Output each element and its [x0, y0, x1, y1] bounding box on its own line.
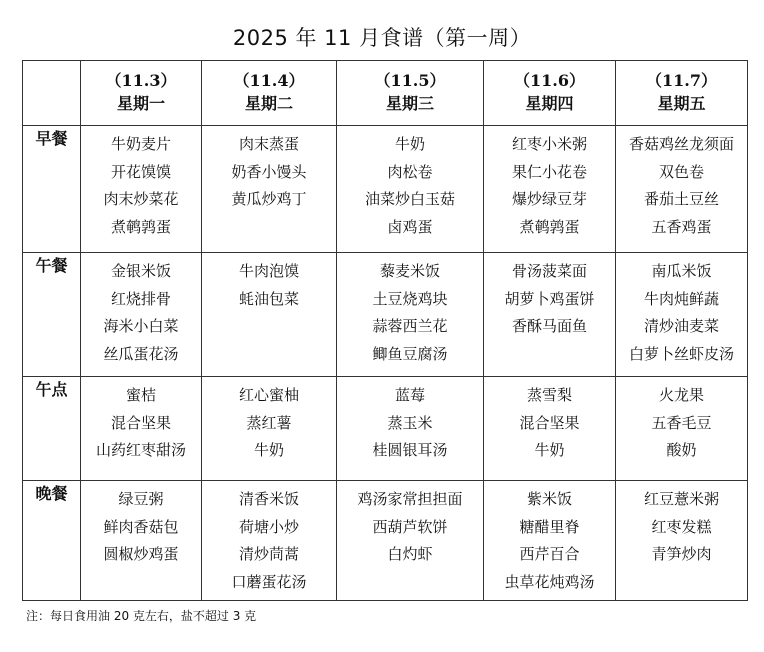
dish-item: 海米小白菜	[103, 317, 179, 335]
dish-item: 混合坚果	[519, 413, 580, 432]
day-header-tue	[202, 61, 337, 126]
corner-cell	[23, 61, 81, 126]
meal-label: 早餐	[23, 126, 81, 253]
menu-cell	[337, 126, 484, 253]
dish-item: 牛肉炖鲜蔬	[643, 289, 719, 308]
dish-item: 爆炒绿豆芽	[511, 190, 587, 208]
dish-item: 糖醋里脊	[519, 517, 580, 536]
menu-cell	[616, 481, 748, 601]
menu-cell	[484, 481, 616, 601]
dish-item: 骨汤菠菜面	[511, 262, 587, 280]
dish-item: 荷塘小炒	[238, 517, 299, 536]
meal-row-dinner	[23, 481, 748, 601]
dish-item: 番茄土豆丝	[643, 190, 719, 208]
dish-item: 清香米饭	[238, 490, 299, 508]
dish-item: 果仁小花卷	[511, 162, 587, 181]
dish-item: 五香鸡蛋	[651, 217, 712, 236]
meal-label: 晚餐	[23, 481, 81, 601]
header-row	[23, 61, 748, 126]
menu-cell	[81, 253, 202, 377]
dish-item: 香菇鸡丝龙须面	[628, 135, 734, 153]
dish-item: 山药红枣甜汤	[95, 441, 186, 459]
dish-item: 鲜肉香菇包	[103, 517, 179, 536]
day-header-thu	[484, 61, 616, 126]
dish-item: 煮鹌鹑蛋	[519, 217, 580, 236]
dish-item: 南瓜米饭	[651, 262, 712, 280]
dish-item: 红烧排骨	[110, 289, 171, 308]
dish-item: 油菜炒白玉菇	[364, 190, 455, 208]
dish-item: 蓝莓	[394, 386, 425, 404]
dish-item: 口蘑蛋花汤	[231, 572, 307, 591]
meal-row-lunch	[23, 253, 748, 377]
dish-item: 虫草花炖鸡汤	[504, 572, 595, 591]
dish-item: 开花馍馍	[110, 162, 171, 181]
dish-item: 青笋炒肉	[651, 545, 712, 563]
dish-item: 土豆烧鸡块	[372, 289, 448, 308]
dish-item: 奶香小馒头	[231, 162, 307, 181]
dish-item: 圆椒炒鸡蛋	[103, 545, 179, 563]
dish-item: 肉末炒菜花	[103, 190, 179, 208]
meal-row-snack	[23, 377, 748, 481]
dish-item: 混合坚果	[110, 413, 171, 432]
dish-item: 蒜蓉西兰花	[372, 317, 448, 335]
menu-cell	[202, 377, 337, 481]
dish-item: 红枣发糕	[651, 517, 712, 536]
dish-item: 紫米饭	[526, 490, 572, 508]
footnote: 注：每日食用油 20 克左右，盐不超过 3 克	[26, 609, 257, 623]
dish-list	[616, 481, 747, 569]
day-date: （11.5）	[374, 71, 446, 90]
day-date: （11.7）	[646, 71, 717, 90]
dish-item: 白灼虾	[387, 545, 433, 563]
weekly-menu-table	[22, 60, 748, 601]
meal-label: 午点	[23, 377, 81, 481]
dish-item: 西葫芦软饼	[372, 517, 448, 536]
dish-item: 清炒油麦菜	[643, 317, 719, 335]
menu-cell	[616, 377, 748, 481]
day-name: 星期三	[385, 94, 434, 113]
dish-item: 蒸红薯	[246, 413, 292, 432]
dish-item: 牛肉泡馍	[238, 262, 299, 280]
dish-list	[81, 253, 201, 368]
dish-item: 金银米饭	[110, 262, 171, 280]
menu-cell	[484, 253, 616, 377]
menu-cell	[81, 126, 202, 253]
dish-item: 丝瓜蛋花汤	[103, 344, 179, 363]
dish-item: 牛奶麦片	[110, 135, 171, 153]
menu-cell	[616, 126, 748, 253]
dish-list	[81, 126, 201, 241]
dish-item: 牛奶	[394, 135, 425, 153]
dish-item: 鲫鱼豆腐汤	[372, 344, 448, 363]
dish-list	[202, 481, 336, 596]
menu-cell	[202, 253, 337, 377]
menu-cell	[81, 377, 202, 481]
dish-item: 五香毛豆	[651, 413, 712, 432]
day-header-wed	[337, 61, 484, 126]
dish-item: 双色卷	[658, 162, 704, 181]
day-date: （11.6）	[514, 71, 585, 90]
dish-list	[484, 126, 615, 241]
dish-list	[616, 377, 747, 465]
day-name: 星期五	[657, 94, 706, 113]
day-name: 星期四	[525, 94, 574, 113]
dish-item: 藜麦米饭	[379, 262, 440, 280]
dish-list	[202, 126, 336, 214]
dish-list	[81, 481, 201, 569]
menu-cell	[337, 253, 484, 377]
dish-item: 肉末蒸蛋	[238, 135, 299, 153]
menu-cell	[202, 481, 337, 601]
menu-cell	[616, 253, 748, 377]
dish-item: 鸡汤家常担担面	[357, 490, 463, 508]
dish-list	[202, 377, 336, 465]
dish-item: 牛奶	[253, 441, 284, 459]
dish-item: 桂圆银耳汤	[372, 441, 448, 459]
dish-list	[484, 253, 615, 341]
meal-label: 午餐	[23, 253, 81, 377]
meal-row-breakfast	[23, 126, 748, 253]
menu-cell	[202, 126, 337, 253]
dish-list	[337, 126, 483, 241]
dish-item: 蒸雪梨	[526, 386, 572, 404]
dish-item: 红枣小米粥	[511, 135, 587, 153]
dish-item: 红豆薏米粥	[643, 490, 719, 508]
day-name: 星期二	[244, 94, 293, 113]
dish-item: 西芹百合	[519, 545, 580, 563]
dish-list	[616, 253, 747, 368]
menu-cell	[484, 377, 616, 481]
dish-item: 卤鸡蛋	[387, 217, 433, 236]
page-title: 2025 年 11 月食谱（第一周）	[232, 26, 532, 50]
menu-cell	[484, 126, 616, 253]
dish-item: 牛奶	[534, 441, 565, 459]
menu-cell	[81, 481, 202, 601]
dish-item: 火龙果	[658, 386, 704, 404]
dish-item: 香酥马面鱼	[511, 317, 587, 335]
day-header-fri	[616, 61, 748, 126]
dish-item: 黄瓜炒鸡丁	[231, 190, 307, 208]
dish-list	[484, 377, 615, 465]
day-date: （11.4）	[233, 71, 305, 90]
dish-list	[484, 481, 615, 596]
dish-item: 红心蜜柚	[238, 386, 299, 404]
dish-item: 蚝油包菜	[238, 289, 299, 308]
dish-list	[81, 377, 201, 465]
day-date: （11.3）	[105, 71, 177, 90]
dish-item: 胡萝卜鸡蛋饼	[504, 289, 595, 308]
dish-list	[202, 253, 336, 313]
dish-list	[337, 253, 483, 368]
dish-item: 白萝卜丝虾皮汤	[628, 344, 734, 363]
dish-item: 酸奶	[666, 441, 697, 459]
dish-item: 蜜桔	[125, 386, 156, 404]
menu-cell	[337, 377, 484, 481]
dish-item: 绿豆粥	[118, 490, 164, 508]
day-header-mon	[81, 61, 202, 126]
dish-item: 蒸玉米	[387, 413, 433, 432]
menu-cell	[337, 481, 484, 601]
dish-list	[337, 481, 483, 569]
dish-item: 肉松卷	[387, 162, 433, 181]
dish-item: 煮鹌鹑蛋	[110, 217, 171, 236]
dish-list	[616, 126, 747, 241]
day-name: 星期一	[116, 94, 165, 113]
dish-item: 清炒茼蒿	[238, 545, 299, 563]
dish-list	[337, 377, 483, 465]
